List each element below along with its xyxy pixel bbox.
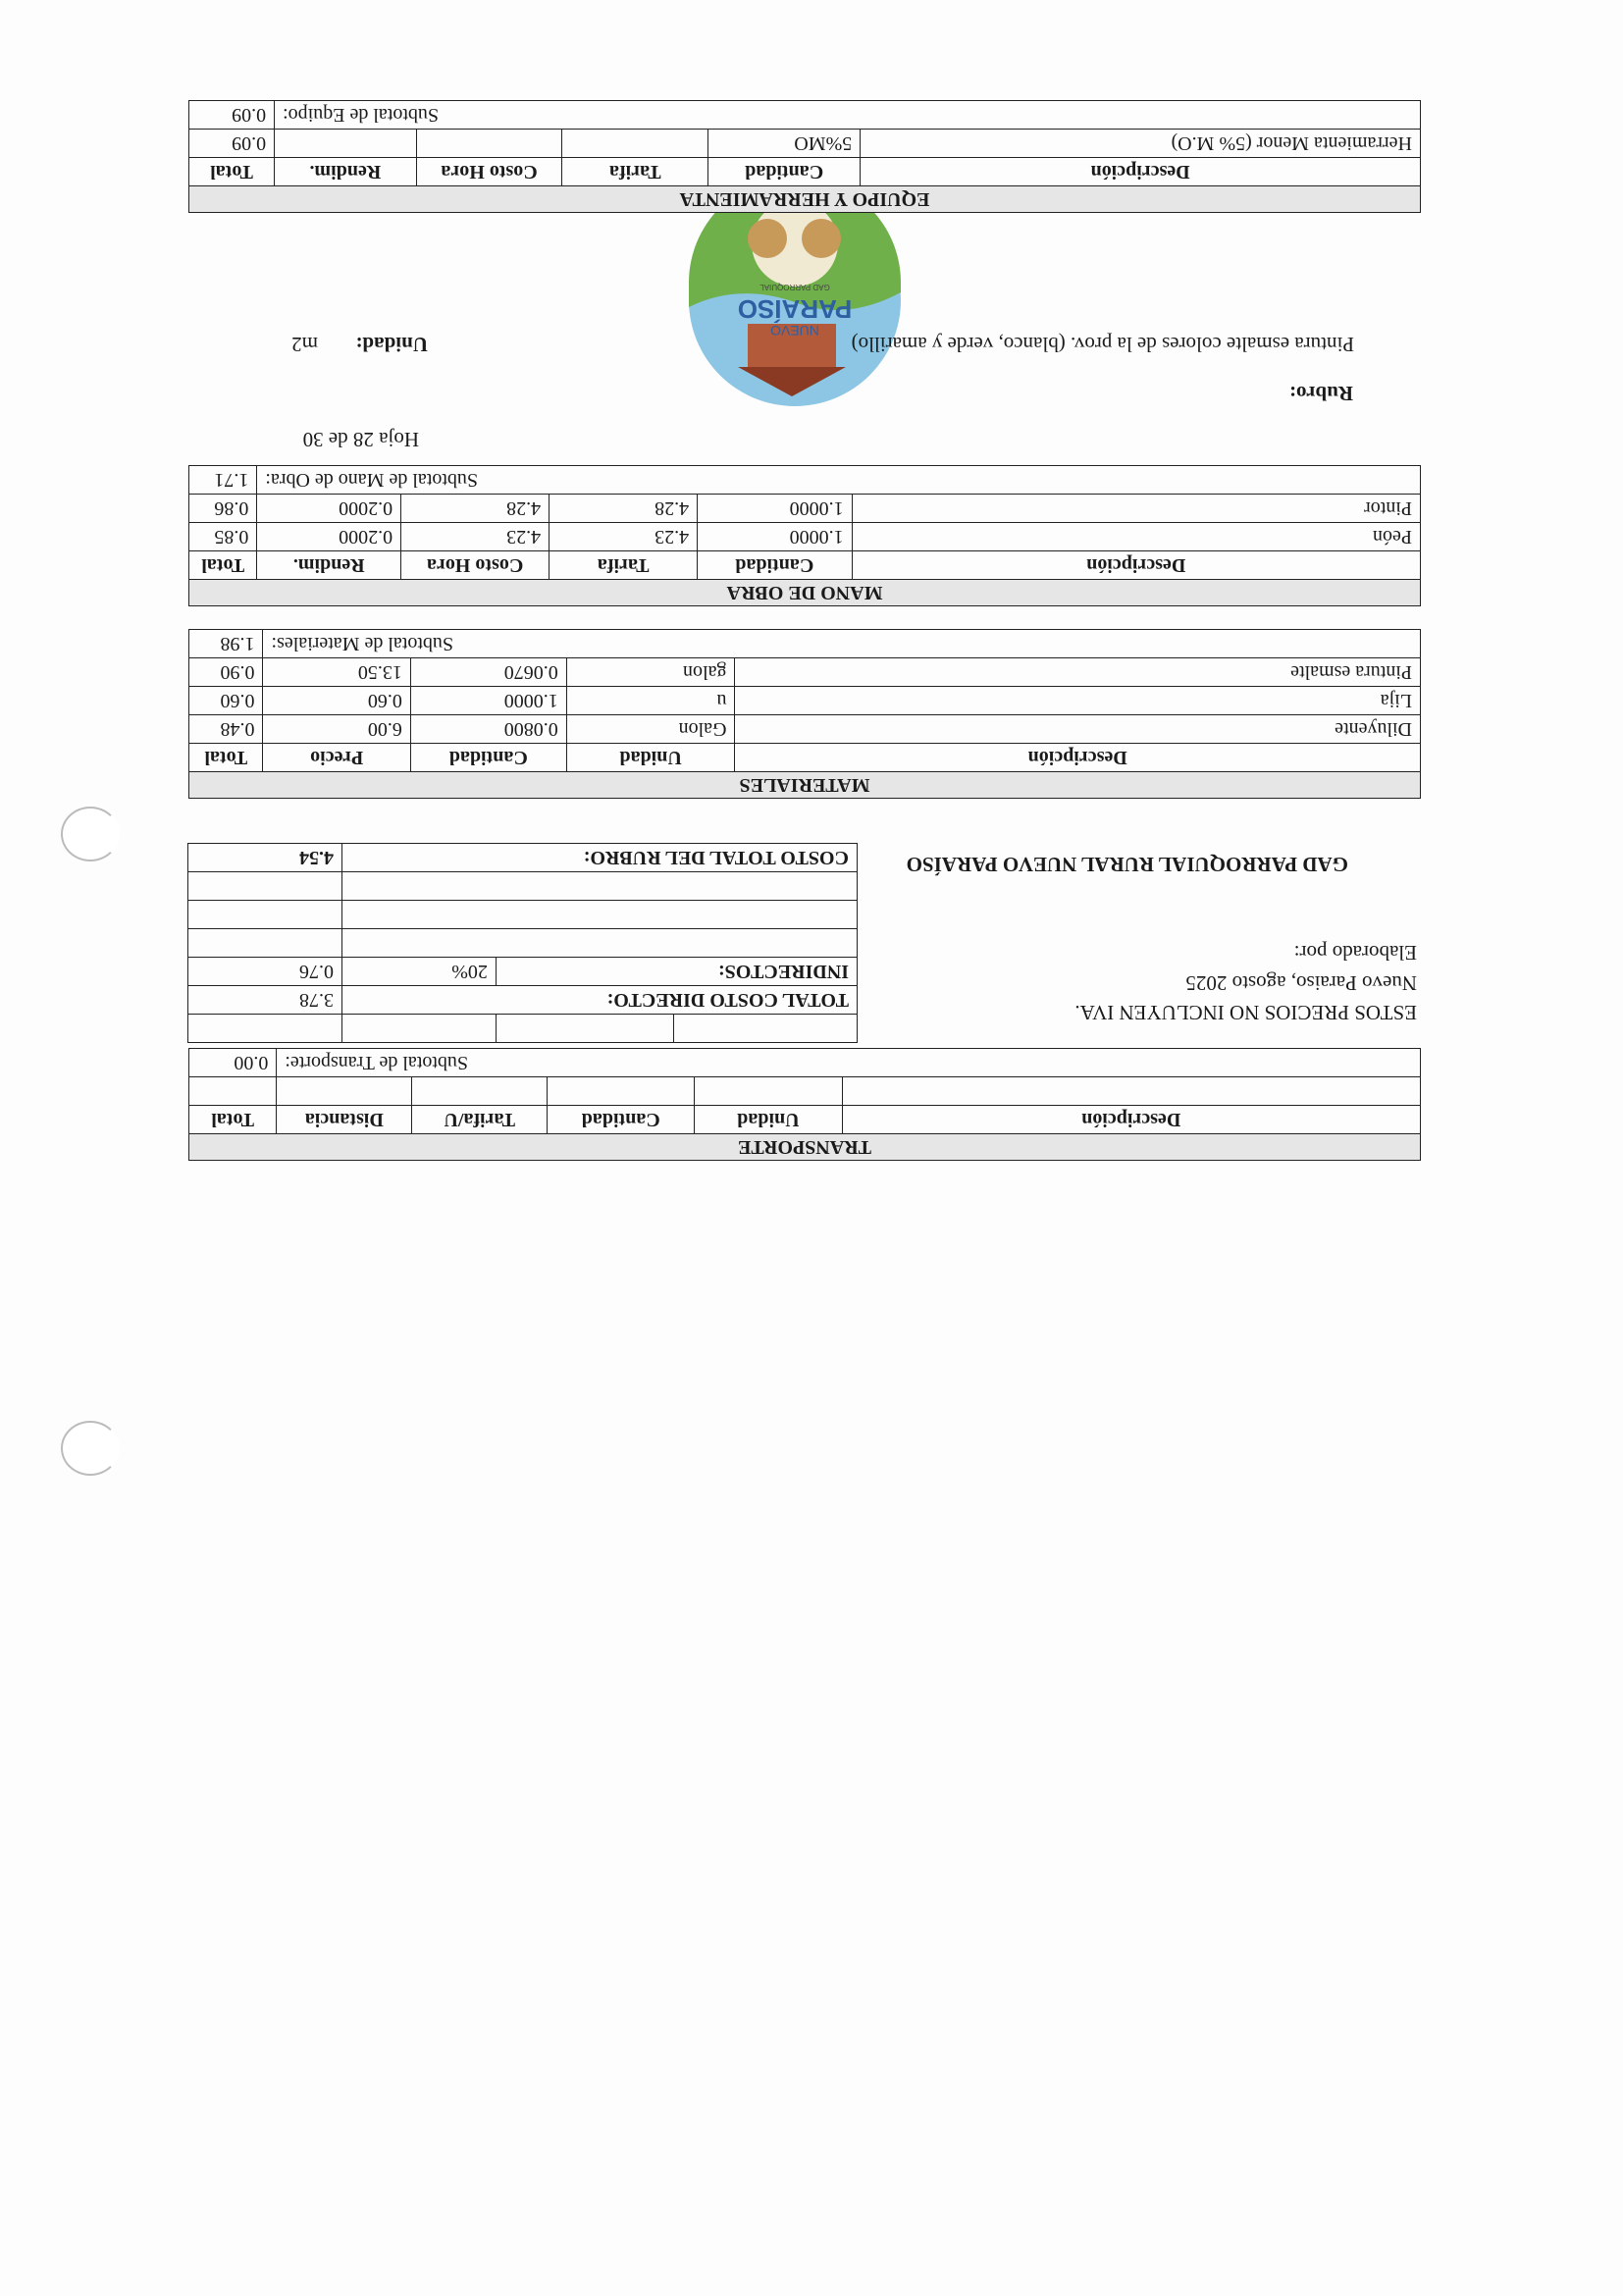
transporte-subtotal-label: Subtotal de Transporte: — [277, 1049, 1421, 1077]
unidad-value: m2 — [291, 333, 318, 356]
cell: Peón — [852, 523, 1420, 551]
cell: 0.60 — [263, 687, 410, 715]
rubro-label: Rubro: — [1289, 382, 1353, 405]
equipo-subtotal-value: 0.09 — [189, 101, 275, 130]
cell — [188, 929, 342, 958]
cell: galon — [566, 658, 735, 687]
equipo-title: EQUIPO Y HERRAMIENTA — [189, 186, 1421, 213]
col-descripcion: Descripción — [735, 744, 1421, 772]
col-rendim: Rendim. — [257, 551, 401, 580]
svg-text:NUEVO: NUEVO — [770, 323, 819, 339]
col-tarifa: Tarifa — [550, 551, 698, 580]
cell: 0.60 — [189, 687, 263, 715]
cell: Pintor — [852, 495, 1420, 523]
costo-total-label: COSTO TOTAL DEL RUBRO: — [341, 844, 857, 872]
col-unidad: Unidad — [566, 744, 735, 772]
sheet-number: Hoja 28 de 30 — [302, 428, 419, 451]
col-costo-hora: Costo Hora — [416, 158, 562, 186]
col-costo-hora: Costo Hora — [401, 551, 550, 580]
materiales-table — [188, 629, 1421, 799]
cell: Galon — [566, 715, 735, 744]
cell — [416, 130, 562, 158]
cell: 1.0000 — [410, 687, 566, 715]
col-tarifa-u: Tarifa/U — [412, 1106, 548, 1134]
col-rendim: Rendim. — [275, 158, 417, 186]
indirectos-pct: 20% — [341, 958, 496, 986]
materiales-title: MATERIALES — [189, 772, 1421, 799]
cell: 4.28 — [401, 495, 550, 523]
cell — [548, 1077, 695, 1106]
cell — [842, 1077, 1420, 1106]
table-row — [189, 130, 1421, 158]
cell: 5%MO — [708, 130, 861, 158]
cell: 0.2000 — [257, 495, 401, 523]
equipo-table — [188, 100, 1421, 213]
col-cantidad: Cantidad — [410, 744, 566, 772]
mano-obra-title: MANO DE OBRA — [189, 580, 1421, 606]
table-row — [189, 1077, 1421, 1106]
col-cantidad: Cantidad — [708, 158, 861, 186]
mano-obra-subtotal-label: Subtotal de Mano de Obra: — [257, 466, 1421, 495]
transporte-subtotal-value: 0.00 — [189, 1049, 277, 1077]
materiales-subtotal-value: 1.98 — [189, 630, 263, 658]
cell: 1.0000 — [698, 495, 852, 523]
col-descripcion: Descripción — [842, 1106, 1420, 1134]
cell: 0.90 — [189, 658, 263, 687]
cell — [189, 1077, 277, 1106]
totals-table — [187, 843, 858, 1043]
materiales-subtotal-label: Subtotal de Materiales: — [263, 630, 1421, 658]
cell — [695, 1077, 842, 1106]
costo-total-value: 4.54 — [188, 844, 342, 872]
cell — [341, 1015, 496, 1043]
cell — [341, 872, 857, 901]
cell: 4.23 — [401, 523, 550, 551]
svg-text:GAD PARROQUIAL: GAD PARROQUIAL — [759, 283, 830, 291]
cell — [412, 1077, 548, 1106]
col-distancia: Distancia — [277, 1106, 412, 1134]
table-row — [189, 658, 1421, 687]
cell — [275, 130, 417, 158]
cell: 0.85 — [189, 523, 257, 551]
cell — [341, 901, 857, 929]
cell: 1.0000 — [698, 523, 852, 551]
cell — [341, 929, 857, 958]
col-total: Total — [189, 158, 275, 186]
col-precio: Precio — [263, 744, 410, 772]
cell: 0.09 — [189, 130, 275, 158]
cell — [188, 1015, 342, 1043]
total-directo-label: TOTAL COSTO DIRECTO: — [341, 986, 857, 1015]
table-row — [189, 687, 1421, 715]
transporte-table — [188, 1048, 1421, 1161]
cell: 4.23 — [550, 523, 698, 551]
cell: 4.28 — [550, 495, 698, 523]
table-row — [189, 495, 1421, 523]
table-row — [189, 523, 1421, 551]
total-directo-value: 3.78 — [188, 986, 342, 1015]
entity-name: GAD PARROQUIAL RURAL NUEVO PARAÍSO — [906, 853, 1348, 876]
col-total: Total — [189, 1106, 277, 1134]
rubro-value: Pintura esmalte colores de la prov. (blanco, verde y amarillo) — [851, 333, 1354, 356]
cell: 0.0670 — [410, 658, 566, 687]
col-descripcion: Descripción — [861, 158, 1421, 186]
indirectos-label: INDIRECTOS: — [496, 958, 857, 986]
cell: Pintura esmalte — [735, 658, 1421, 687]
mano-obra-table — [188, 465, 1421, 606]
table-row — [189, 715, 1421, 744]
col-descripcion: Descripción — [852, 551, 1420, 580]
col-unidad: Unidad — [695, 1106, 842, 1134]
cell: u — [566, 687, 735, 715]
cell: 0.2000 — [257, 523, 401, 551]
col-cantidad: Cantidad — [548, 1106, 695, 1134]
cell — [496, 1015, 674, 1043]
svg-text:PARAÍSO: PARAÍSO — [737, 294, 853, 324]
elaborado-por: Elaborado por: — [1293, 941, 1417, 965]
col-total: Total — [189, 551, 257, 580]
mano-obra-subtotal-value: 1.71 — [189, 466, 257, 495]
col-total: Total — [189, 744, 263, 772]
cell: 13.50 — [263, 658, 410, 687]
unidad-label: Unidad: — [355, 333, 428, 356]
transporte-title: TRANSPORTE — [189, 1134, 1421, 1161]
cell: 6.00 — [263, 715, 410, 744]
indirectos-value: 0.76 — [188, 958, 342, 986]
cell: 0.48 — [189, 715, 263, 744]
cell: Diluyente — [735, 715, 1421, 744]
cell — [277, 1077, 412, 1106]
cell: 0.86 — [189, 495, 257, 523]
place-date: Nuevo Paraiso, agosto 2025 — [1185, 971, 1417, 995]
iva-note: ESTOS PRECIOS NO INCLUYEN IVA. — [1074, 1001, 1417, 1024]
nuevo-paraiso-logo — [685, 190, 905, 410]
cell — [674, 1015, 858, 1043]
cell — [188, 901, 342, 929]
cell: Lija — [735, 687, 1421, 715]
cell — [562, 130, 708, 158]
cell: 0.0800 — [410, 715, 566, 744]
col-cantidad: Cantidad — [698, 551, 852, 580]
cell: Herramienta Menor (5% M.O) — [861, 130, 1421, 158]
col-tarifa: Tarifa — [562, 158, 708, 186]
cell — [188, 872, 342, 901]
equipo-subtotal-label: Subtotal de Equipo: — [275, 101, 1421, 130]
